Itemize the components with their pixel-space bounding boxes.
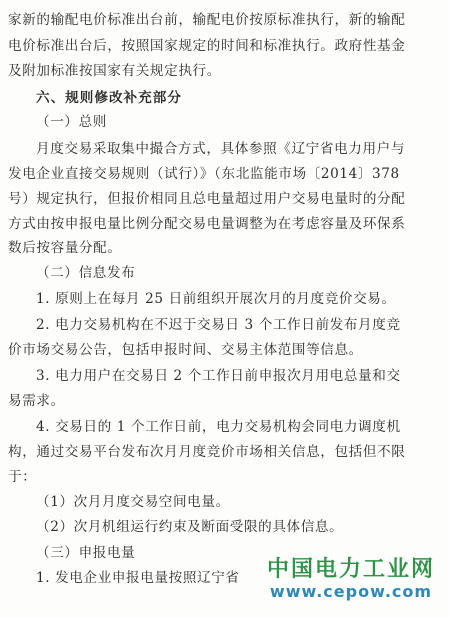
paragraph-line: 于： (8, 469, 37, 485)
paragraph-line: 易需求。 (8, 393, 65, 409)
watermark-site-name: 中国电力工业网 (266, 557, 435, 582)
paragraph-line: 1. 原则上在每月 25 日前组织开展次月的月度竞价交易。 (36, 291, 396, 307)
paragraph-line: 数后按容量分配。 (8, 240, 122, 256)
paragraph-line: 构，通过交易平台发布次月月度竞价市场相关信息，包括但不限 (8, 444, 406, 460)
paragraph-line: 发电企业直接交易规则（试行）》（东北监能市场〔2014〕378 (8, 166, 400, 182)
section-heading: 六、规则修改补充部分 (36, 90, 182, 106)
watermark-site-url: www.cepow.com (269, 582, 433, 601)
paragraph-line: 家新的输配电价标准出台前，输配电价按原标准执行，新的输配 (8, 12, 406, 28)
subsection-heading: （二）信息发布 (36, 265, 136, 281)
paragraph-line: 方式由按申报电量比例分配交易电量调整为在考虑容量及环保系 (8, 216, 406, 232)
paragraph-line: 价市场交易公告，包括申报时间、交易主体范围等信息。 (8, 342, 363, 358)
subsection-heading: （三）申报电量 (36, 545, 136, 561)
paragraph-line: 号）规定执行，但报价相同且总电量超过用户交易电量时的分配 (8, 191, 406, 207)
paragraph-line: 月度交易采取集中撮合方式，具体参照《辽宁省电力用户与 (36, 141, 406, 157)
paragraph-line: 1. 发电企业申报电量按照辽宁省 (36, 570, 240, 586)
paragraph-line: 3. 电力用户在交易日 2 个工作日前申报次月用电总量和交 (36, 368, 401, 384)
paragraph-line: 电价标准出台后，按照国家规定的时间和标准执行。政府性基金 (8, 38, 406, 54)
subsection-heading: （一）总则 (36, 114, 107, 130)
paragraph-line: 2. 电力交易机构在不迟于交易日 3 个工作日前发布月度竞 (36, 317, 401, 333)
list-item: （1）次月月度交易空间电量。 (36, 494, 230, 510)
paragraph-line: 及附加标准按国家有关规定执行。 (8, 63, 221, 79)
paragraph-line: 4. 交易日的 1 个工作日前，电力交易机构会同电力调度机 (36, 419, 401, 435)
list-item: （2）次月机组运行约束及断面受限的具体信息。 (36, 519, 344, 535)
